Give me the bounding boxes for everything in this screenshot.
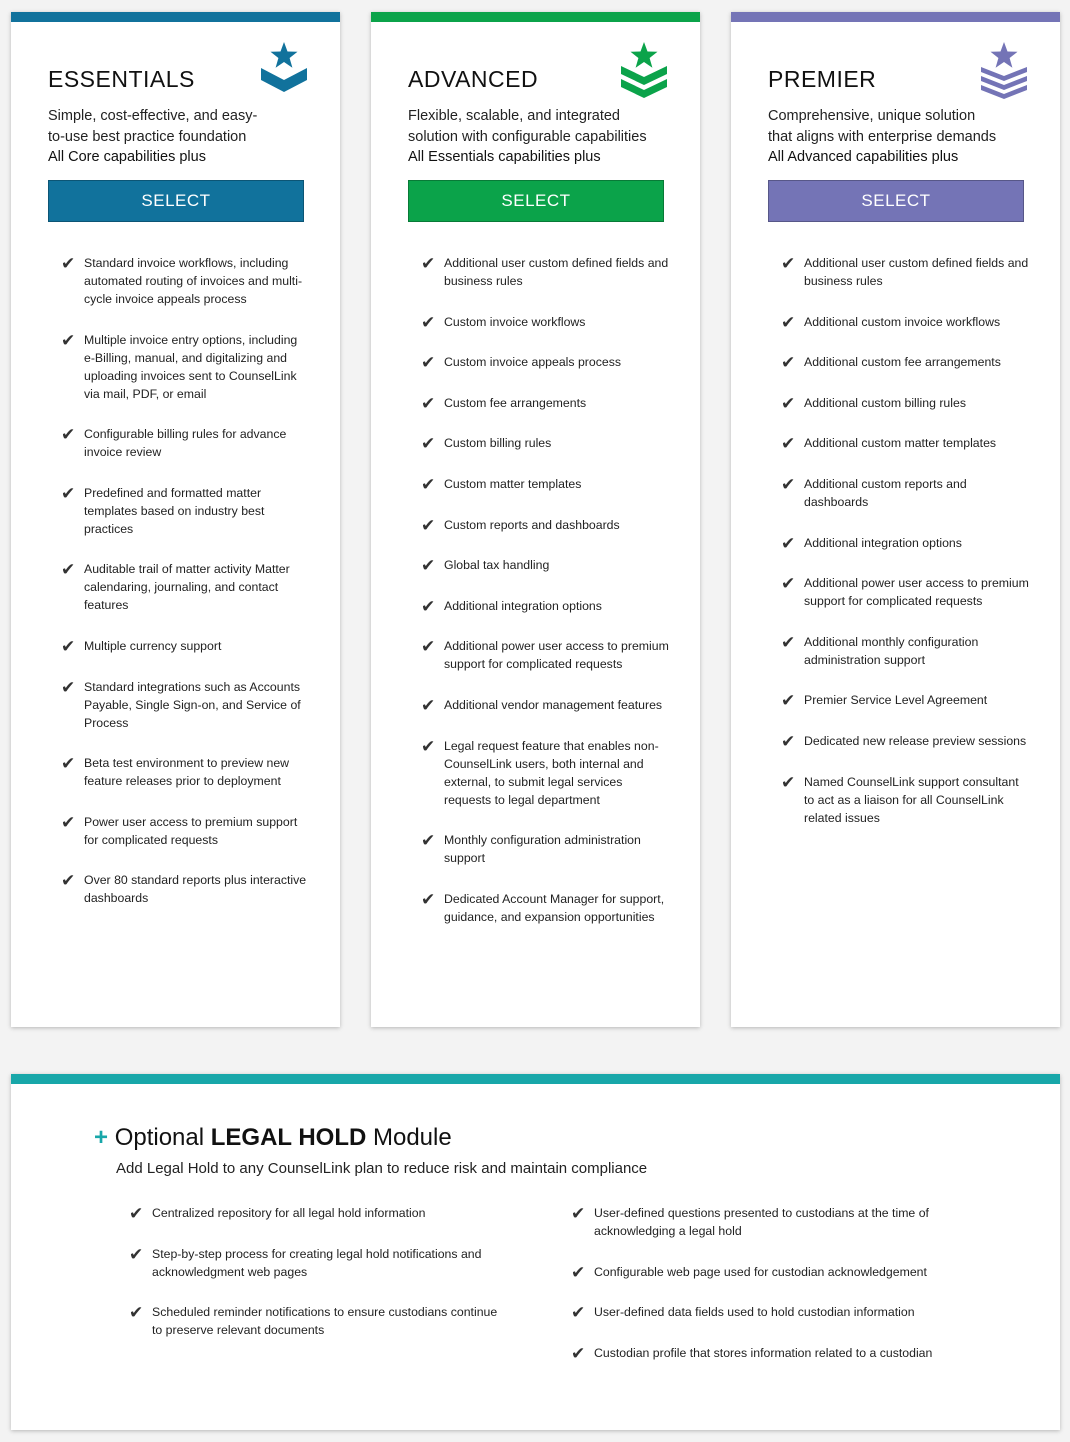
- checkmark-icon: ✔: [571, 1204, 586, 1224]
- checkmark-icon: ✔: [421, 637, 436, 658]
- triple-chevron-star-icon: [979, 40, 1029, 104]
- checkmark-icon: ✔: [421, 596, 436, 617]
- checkmark-icon: ✔: [421, 393, 436, 414]
- feature-item: [781, 574, 1031, 610]
- select-button-essentials[interactable]: SELECT: [48, 180, 304, 222]
- feature-item: [421, 831, 671, 867]
- feature-text: Additional user custom defined fields and business rules: [444, 256, 669, 288]
- plan-title: ADVANCED: [408, 66, 539, 92]
- feature-text: Additional custom matter templates: [804, 436, 997, 451]
- feature-text: Step-by-step process for creating legal hold notifications and acknowledgment web pages: [152, 1246, 482, 1279]
- checkmark-icon: ✔: [781, 574, 796, 595]
- feature-text: Premier Service Level Agreement: [804, 693, 988, 708]
- feature-item: [421, 313, 671, 331]
- feature-list: [61, 254, 311, 930]
- checkmark-icon: ✔: [61, 483, 76, 504]
- feature-item: [129, 1204, 509, 1222]
- feature-item: [61, 425, 311, 461]
- checkmark-icon: ✔: [421, 831, 436, 852]
- checkmark-icon: ✔: [61, 754, 76, 775]
- plan-title: PREMIER: [768, 66, 877, 92]
- feature-item: [571, 1204, 961, 1240]
- checkmark-icon: ✔: [421, 312, 436, 333]
- feature-item: [61, 871, 311, 907]
- feature-text: Configurable billing rules for advance invoice review: [84, 427, 287, 460]
- feature-text: Additional custom invoice workflows: [804, 314, 1001, 329]
- feature-text: Standard invoice workflows, including automated routing of invoices and multi-cycle invoice appeals process: [84, 256, 303, 306]
- feature-item: [781, 691, 1031, 712]
- checkmark-icon: ✔: [781, 353, 796, 374]
- feature-text: Beta test environment to preview new feature releases prior to deployment: [84, 756, 290, 789]
- feature-text: Additional user custom defined fields and business rules: [804, 256, 1029, 288]
- feature-item: [421, 597, 671, 615]
- feature-item: [421, 475, 671, 493]
- checkmark-icon: ✔: [61, 254, 76, 274]
- feature-text: Configurable web page used for custodian acknowledgement: [594, 1264, 927, 1279]
- feature-item: [781, 633, 1031, 669]
- checkmark-icon: ✔: [421, 515, 436, 536]
- checkmark-icon: ✔: [781, 533, 796, 554]
- feature-item: [61, 331, 311, 403]
- feature-item: [61, 678, 311, 732]
- feature-text: Additional power user access to premium support for complicated requests: [444, 639, 669, 672]
- feature-text: Additional custom reports and dashboards: [804, 476, 967, 509]
- select-button-premier[interactable]: SELECT: [768, 180, 1024, 222]
- plan-description: Simple, cost-effective, and easy- to-use best practice foundation All Core capabilities plus: [48, 108, 258, 165]
- feature-text: Multiple currency support: [84, 638, 222, 653]
- checkmark-icon: ✔: [61, 330, 76, 351]
- feature-item: [781, 254, 1031, 290]
- checkmark-icon: ✔: [421, 889, 436, 910]
- checkmark-icon: ✔: [781, 254, 796, 274]
- feature-text: Scheduled reminder notifications to ensure custodians continue to preserve relevant documents: [152, 1305, 498, 1338]
- feature-text: Custom invoice workflows: [444, 314, 586, 329]
- checkmark-icon: ✔: [61, 560, 76, 581]
- checkmark-icon: ✔: [421, 353, 436, 374]
- feature-item: [781, 773, 1031, 827]
- feature-item: [421, 516, 671, 534]
- feature-item: [781, 732, 1031, 750]
- feature-item: [61, 484, 311, 538]
- feature-item: [421, 737, 671, 809]
- feature-text: Monthly configuration administration support: [444, 833, 641, 866]
- feature-text: Additional vendor management features: [444, 697, 663, 712]
- card-accent-bar: [731, 12, 1060, 22]
- feature-text: Additional power user access to premium support for complicated requests: [804, 576, 1029, 609]
- checkmark-icon: ✔: [571, 1343, 586, 1364]
- feature-item: [421, 890, 671, 926]
- feature-item: [571, 1303, 961, 1324]
- feature-item: [129, 1245, 509, 1281]
- checkmark-icon: ✔: [61, 636, 76, 657]
- checkmark-icon: ✔: [571, 1262, 586, 1283]
- feature-text: Multiple invoice entry options, including e-Billing, manual, and digitalizing and uploading invoices sent to CounselLink via mail, PDF, or email: [84, 332, 298, 401]
- plan-includes: All Essentials capabilities plus: [408, 149, 601, 165]
- feature-text: Additional custom billing rules: [804, 395, 966, 410]
- legal-hold-title: + Optional LEGAL HOLD Module: [94, 1124, 452, 1151]
- feature-item: [61, 560, 311, 614]
- plan-card-premier: [731, 12, 1060, 1027]
- feature-text: Legal request feature that enables non-CounselLink users, both internal and external, to submit legal services requests to legal department: [444, 738, 659, 807]
- checkmark-icon: ✔: [781, 312, 796, 333]
- checkmark-icon: ✔: [129, 1244, 144, 1265]
- single-chevron-star-icon: [259, 40, 309, 104]
- checkmark-icon: ✔: [129, 1303, 144, 1324]
- feature-text: Custom fee arrangements: [444, 395, 587, 410]
- feature-text: Named CounselLink support consultant to act as a liaison for all CounselLink related issues: [804, 774, 1019, 825]
- feature-item: [421, 637, 671, 673]
- legal-hold-accent-bar: [11, 1074, 1060, 1084]
- feature-text: Additional integration options: [804, 535, 962, 550]
- feature-text: Custom matter templates: [444, 476, 582, 491]
- feature-item: [781, 475, 1031, 511]
- feature-item: [421, 394, 671, 412]
- feature-text: Additional integration options: [444, 598, 602, 613]
- feature-text: Centralized repository for all legal hold information: [152, 1206, 426, 1220]
- legal-hold-feature-list-left: [129, 1204, 509, 1362]
- double-chevron-star-icon: [619, 40, 669, 104]
- feature-item: [421, 254, 671, 290]
- feature-text: Custom reports and dashboards: [444, 517, 620, 532]
- feature-item: [781, 534, 1031, 552]
- checkmark-icon: ✔: [61, 812, 76, 833]
- feature-item: [571, 1344, 961, 1362]
- plus-icon: +: [94, 1124, 109, 1151]
- feature-text: Additional custom fee arrangements: [804, 355, 1001, 370]
- card-accent-bar: [11, 12, 340, 22]
- checkmark-icon: ✔: [781, 731, 796, 752]
- feature-text: Global tax handling: [444, 558, 550, 573]
- plan-card-essentials: [11, 12, 340, 1027]
- feature-text: Dedicated new release preview sessions: [804, 733, 1027, 748]
- legal-hold-feature-list-right: [571, 1204, 961, 1384]
- feature-text: Standard integrations such as Accounts Payable, Single Sign-on, and Service of Process: [84, 679, 301, 730]
- checkmark-icon: ✔: [421, 254, 436, 274]
- checkmark-icon: ✔: [61, 425, 76, 446]
- feature-item: [129, 1303, 509, 1339]
- feature-item: [781, 353, 1031, 374]
- checkmark-icon: ✔: [571, 1303, 586, 1324]
- feature-text: User-defined data fields used to hold custodian information: [594, 1305, 915, 1320]
- card-accent-bar: [371, 12, 700, 22]
- plan-description: Flexible, scalable, and integrated solution with configurable capabilities All Essentials capabilities plus: [408, 108, 647, 165]
- feature-list: [421, 254, 671, 948]
- plan-includes: All Core capabilities plus: [48, 149, 206, 165]
- checkmark-icon: ✔: [781, 691, 796, 712]
- feature-item: [421, 696, 671, 714]
- checkmark-icon: ✔: [61, 871, 76, 892]
- checkmark-icon: ✔: [421, 736, 436, 757]
- checkmark-icon: ✔: [129, 1204, 144, 1224]
- legal-hold-subtitle: Add Legal Hold to any CounselLink plan to reduce risk and maintain compliance: [116, 1160, 648, 1177]
- feature-item: [61, 637, 311, 655]
- plan-description: Comprehensive, unique solution that aligns with enterprise demands All Advanced capabilities plus: [768, 108, 997, 165]
- checkmark-icon: ✔: [781, 393, 796, 414]
- feature-text: Custom billing rules: [444, 436, 552, 451]
- feature-text: Auditable trail of matter activity Matter calendaring, journaling, and contact features: [84, 562, 290, 613]
- checkmark-icon: ✔: [421, 695, 436, 716]
- feature-text: Custom invoice appeals process: [444, 355, 622, 370]
- feature-item: [421, 556, 671, 577]
- feature-text: User-defined questions presented to custodians at the time of acknowledging a legal hold: [594, 1206, 929, 1238]
- feature-item: [781, 394, 1031, 412]
- checkmark-icon: ✔: [421, 474, 436, 495]
- feature-text: Dedicated Account Manager for support, guidance, and expansion opportunities: [444, 891, 665, 924]
- feature-list: [781, 254, 1031, 849]
- feature-item: [61, 254, 311, 308]
- feature-item: [61, 754, 311, 790]
- feature-text: Power user access to premium support for complicated requests: [84, 814, 298, 847]
- select-button-advanced[interactable]: SELECT: [408, 180, 664, 222]
- feature-item: [781, 434, 1031, 455]
- checkmark-icon: ✔: [781, 772, 796, 793]
- plan-card-advanced: [371, 12, 700, 1027]
- legal-hold-module: [11, 1074, 1060, 1430]
- feature-text: Over 80 standard reports plus interactive dashboards: [84, 873, 307, 906]
- checkmark-icon: ✔: [781, 632, 796, 653]
- feature-text: Additional monthly configuration administration support: [804, 634, 979, 667]
- checkmark-icon: ✔: [781, 474, 796, 495]
- plan-title: ESSENTIALS: [48, 66, 195, 92]
- feature-text: Custodian profile that stores information related to a custodian: [594, 1345, 933, 1360]
- checkmark-icon: ✔: [421, 434, 436, 455]
- feature-item: [61, 813, 311, 849]
- feature-item: [421, 353, 671, 374]
- checkmark-icon: ✔: [781, 434, 796, 455]
- feature-item: [781, 313, 1031, 331]
- feature-text: Predefined and formatted matter templates based on industry best practices: [84, 485, 265, 536]
- feature-item: [421, 434, 671, 455]
- feature-item: [571, 1263, 961, 1281]
- checkmark-icon: ✔: [61, 677, 76, 698]
- checkmark-icon: ✔: [421, 556, 436, 577]
- plan-includes: All Advanced capabilities plus: [768, 149, 959, 165]
